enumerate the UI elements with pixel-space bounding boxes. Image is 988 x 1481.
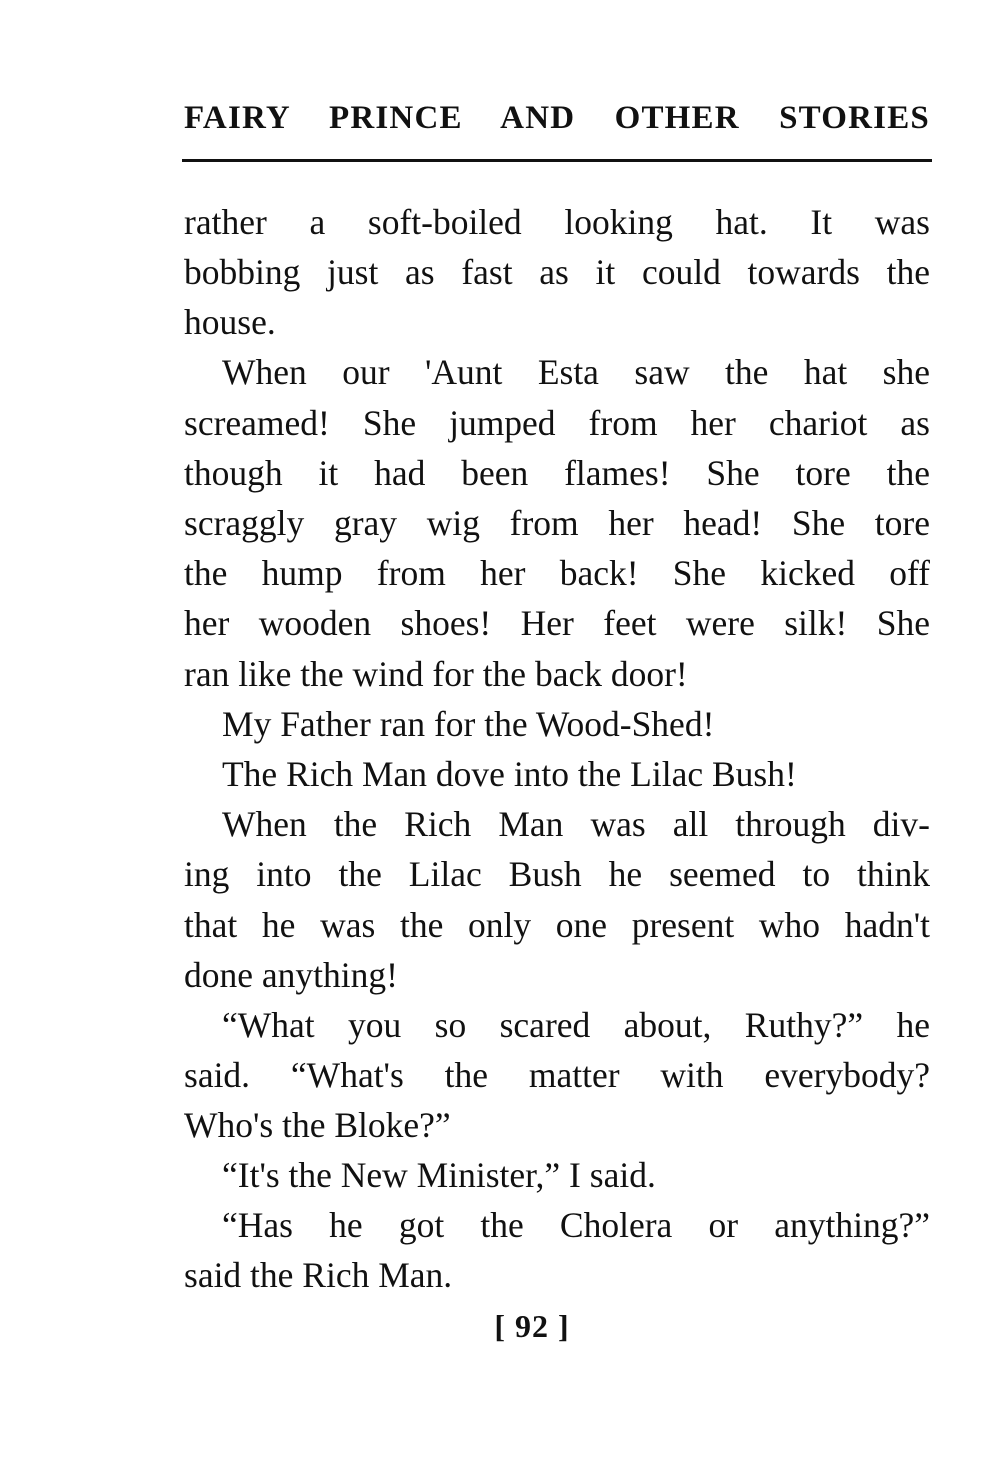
text-line: The Rich Man dove into the Lilac Bush! <box>222 754 797 794</box>
text-line: Who's the Bloke?” <box>184 1105 451 1145</box>
page-number: [ 92 ] <box>494 1308 570 1344</box>
text-line: scraggly gray wig from her head! She tore <box>184 503 930 543</box>
text-line: that he was the only one present who hadn't <box>184 905 930 945</box>
text-line: ing into the Lilac Bush he seemed to think <box>184 854 930 894</box>
text-line: “What you so scared about, Ruthy?” he <box>222 1005 930 1045</box>
text-line: the hump from her back! She kicked off <box>184 553 930 593</box>
text-line: “Has he got the Cholera or anything?” <box>222 1205 930 1245</box>
text-line: said the Rich Man. <box>184 1255 453 1295</box>
text-line: “It's the New Minister,” I said. <box>222 1155 656 1195</box>
text-line: ran like the wind for the back door! <box>184 654 688 694</box>
text-line: said. “What's the matter with everybody? <box>184 1055 930 1095</box>
text-line: rather a soft-boiled looking hat. It was <box>184 202 930 242</box>
text-line: though it had been flames! She tore the <box>184 453 930 493</box>
text-line: her wooden shoes! Her feet were silk! She <box>184 603 930 643</box>
text-line: house. <box>184 302 276 342</box>
text-line: screamed! She jumped from her chariot as <box>184 403 930 443</box>
text-line: My Father ran for the Wood-Shed! <box>222 704 715 744</box>
header-rule <box>182 159 932 162</box>
running-head: FAIRY PRINCE AND OTHER STORIES <box>184 100 930 136</box>
text-line: bobbing just as fast as it could towards the <box>184 252 930 292</box>
text-line: When our 'Aunt Esta saw the hat she <box>222 352 930 392</box>
text-line: When the Rich Man was all through div- <box>222 804 930 844</box>
text-line: done anything! <box>184 955 398 995</box>
